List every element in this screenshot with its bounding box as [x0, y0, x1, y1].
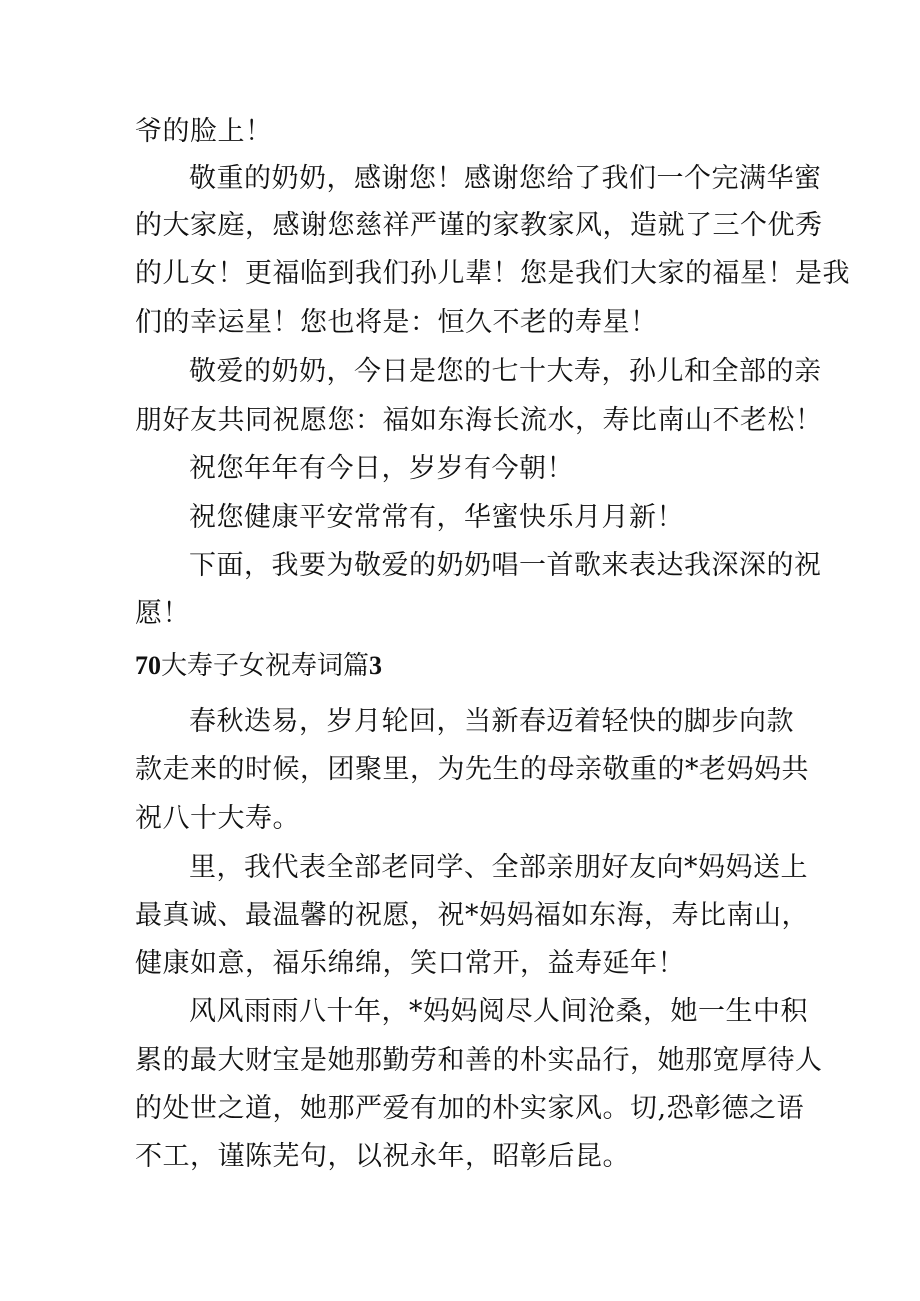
text-line: 健康如意，福乐绵绵，笑口常开，益寿延年！ — [135, 948, 685, 979]
paragraph-start-line: 里，我代表全部老同学、全部亲朋好友向*妈妈送上 — [189, 852, 808, 883]
text-line: 朋好友共同祝愿您：福如东海长流水，寿比南山不老松！ — [135, 405, 823, 436]
text-line: 的大家庭，感谢您慈祥严谨的家教家风，造就了三个优秀 — [135, 210, 823, 241]
text-line: 们的幸运星！您也将是：恒久不老的寿星！ — [135, 307, 658, 338]
text-line: 爷的脸上！ — [135, 116, 273, 147]
paragraph-start-line: 祝您年年有今日，岁岁有今朝！ — [189, 453, 574, 484]
text-line: 不工，谨陈芜句，以祝永年，昭彰后昆。 — [135, 1141, 630, 1172]
section-heading — [135, 648, 382, 684]
paragraph-start-line: 祝您健康平安常常有，华蜜快乐月月新！ — [189, 502, 684, 533]
paragraph-start-line: 敬爱的奶奶，今日是您的七十大寿，孙儿和全部的亲 — [189, 356, 822, 387]
text-line: 款走来的时候，团聚里，为先生的母亲敬重的*老妈妈共 — [135, 754, 809, 785]
text-line: 的处世之道，她那严爱有加的朴实家风。切,恐彰德之语 — [135, 1093, 805, 1124]
text-line: 祝八十大寿。 — [135, 803, 300, 834]
paragraph-start-line: 下面，我要为敬爱的奶奶唱一首歌来表达我深深的祝 — [189, 550, 822, 581]
heading-number-suffix: 3 — [369, 651, 383, 680]
text-line: 最真诚、最温馨的祝愿，祝*妈妈福如东海，寿比南山， — [135, 900, 809, 931]
paragraph-start-line: 春秋迭易，岁月轮回，当新春迈着轻快的脚步向款 — [189, 706, 794, 737]
text-line: 的儿女！更福临到我们孙儿辈！您是我们大家的福星！是我 — [135, 258, 850, 289]
text-line: 愿！ — [135, 598, 190, 629]
paragraph-start-line: 敬重的奶奶，感谢您！感谢您给了我们一个完满华蜜 — [189, 163, 822, 194]
text-line: 累的最大财宝是她那勤劳和善的朴实品行，她那宽厚待人 — [135, 1045, 823, 1076]
paragraph-start-line: 风风雨雨八十年，*妈妈阅尽人间沧桑，她一生中积 — [189, 996, 808, 1027]
heading-text: 大寿子女祝寿词篇 — [161, 651, 370, 681]
heading-number-prefix: 70 — [135, 651, 161, 680]
